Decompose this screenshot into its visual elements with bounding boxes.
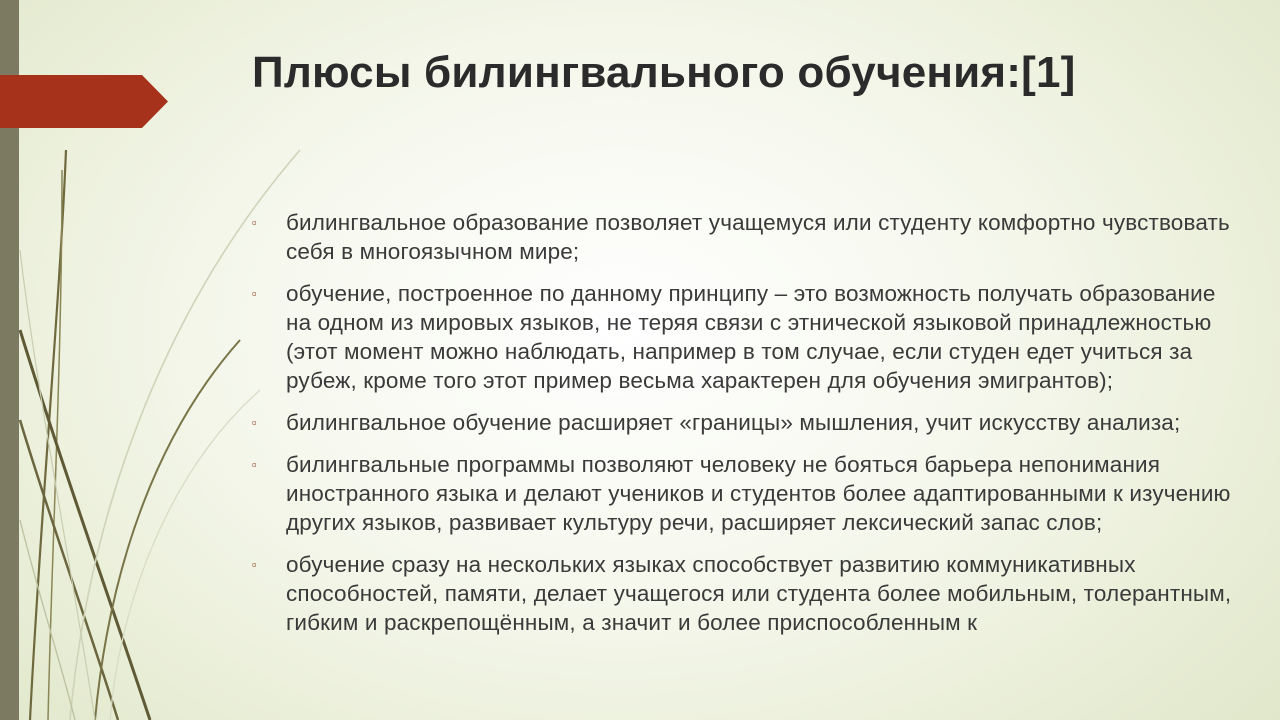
list-item [252, 208, 1232, 266]
square-bullet-icon: ▫ [252, 415, 257, 430]
list-item [252, 550, 1232, 637]
square-bullet-icon: ▫ [252, 215, 257, 230]
bullet-text: билингвальное образование позволяет учащемуся или студенту комфортно чувствовать себя в многоязычном мире; [286, 210, 1230, 264]
red-arrow-accent [0, 75, 168, 128]
list-item [252, 450, 1232, 537]
bullet-text: билингвальное обучение расширяет «границы» мышления, учит искусству анализа; [286, 410, 1181, 435]
bullet-text: обучение сразу на нескольких языках способствует развитию коммуникативных способностей, памяти, делает учащегося или студента более мобильным, толерантным, гибким и раскрепощённым, а значит и более приспособленным к [286, 552, 1232, 635]
list-item [252, 408, 1232, 437]
bullet-text: обучение, построенное по данному принципу – это возможность получать образование на одном из мировых языков, не теряя связи с этнической языковой принадлежностью (этот момент можно наблюдать, например в том случае, если студен едет учиться за рубеж, кроме того этот пример весьма характерен для обучения эмигрантов); [286, 281, 1216, 393]
square-bullet-icon: ▫ [252, 286, 257, 301]
square-bullet-icon: ▫ [252, 457, 257, 472]
bullet-text: билингвальные программы позволяют человеку не бояться барьера непонимания иностранного языка и делают учеников и студентов более адаптированными к изучению других языков, развивает культуру речи, расширяет лексический запас слов; [286, 452, 1231, 535]
square-bullet-icon: ▫ [252, 557, 257, 572]
slide-title: Плюсы билингвального обучения:[1] [252, 48, 1076, 97]
list-item [252, 279, 1232, 395]
bullet-list [252, 208, 1232, 650]
